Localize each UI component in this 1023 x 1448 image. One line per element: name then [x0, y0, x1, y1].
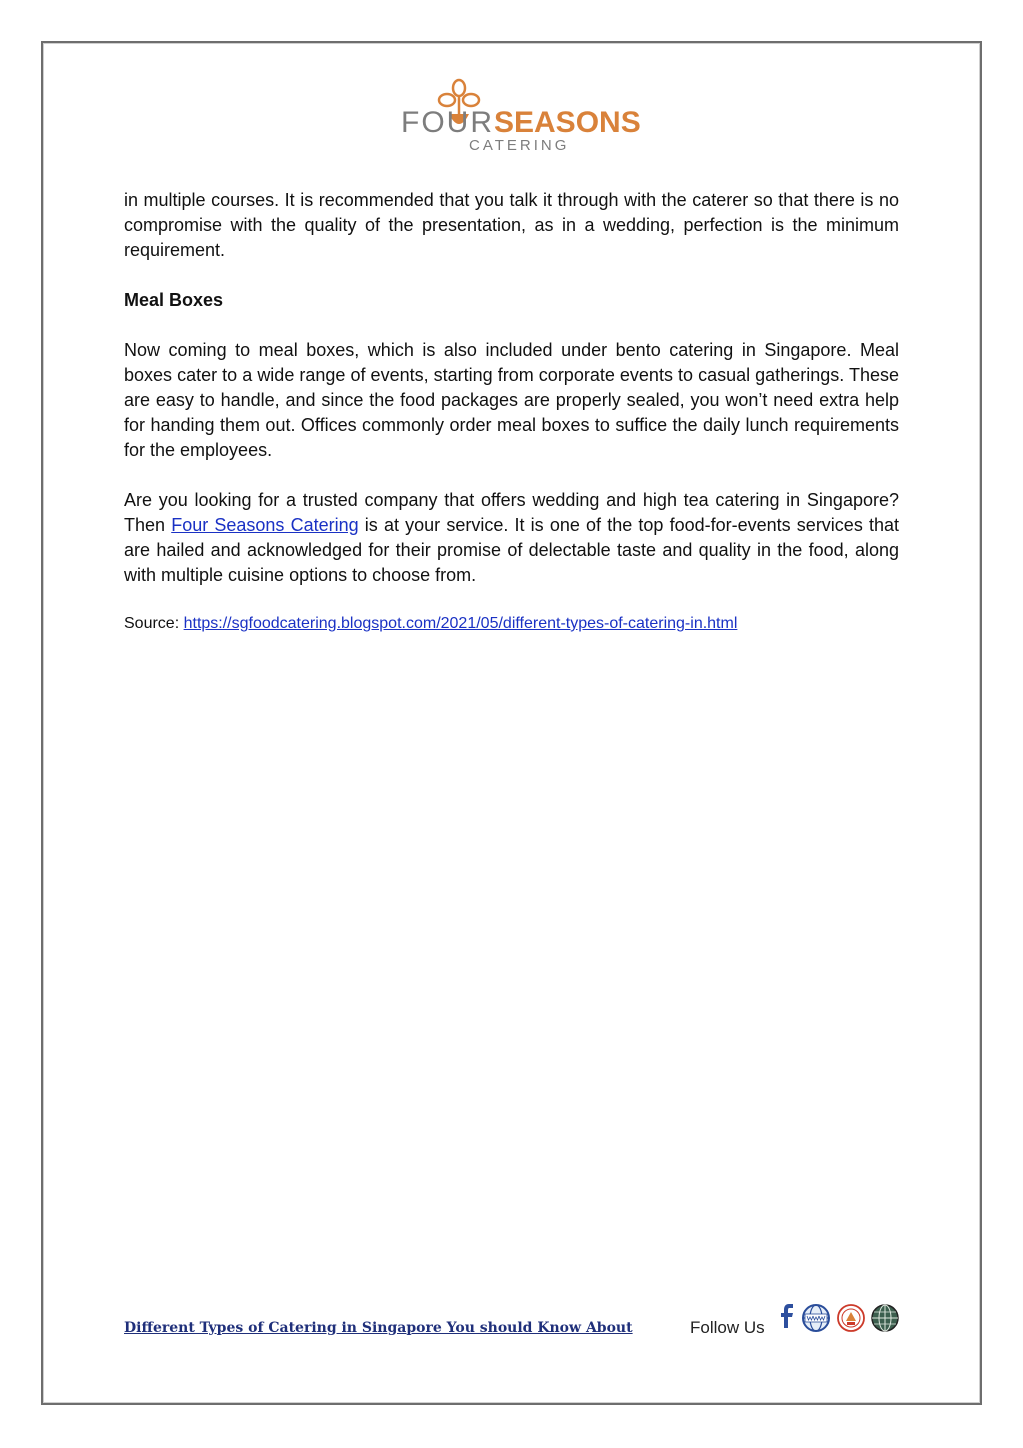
logo-word-seasons: SEASONS — [494, 106, 641, 139]
source-label: Source: — [124, 615, 184, 632]
logo-wordmark — [401, 106, 641, 140]
blogger-icon[interactable] — [836, 1303, 866, 1333]
www-icon[interactable] — [801, 1303, 831, 1333]
promo-text-before: Are you looking for a trusted company that offers wedding and high tea catering in Singapore? Then — [124, 490, 899, 535]
footer-document-title: Different Types of Catering in Singapore You should Know About — [124, 1320, 633, 1336]
source-line — [124, 613, 899, 635]
four-seasons-catering-link[interactable]: Four Seasons Catering — [171, 515, 359, 535]
source-link[interactable]: https://sgfoodcatering.blogspot.com/2021/05/different-types-of-catering-in.html — [183, 615, 738, 632]
globe-icon[interactable] — [870, 1303, 900, 1333]
paragraph-promo — [124, 488, 899, 588]
facebook-icon[interactable] — [778, 1303, 796, 1329]
logo-word-four: FOUR — [401, 106, 494, 139]
document-body — [124, 188, 899, 635]
section-heading-meal-boxes: Meal Boxes — [124, 290, 224, 310]
promo-text-after: is at your service. It is one of the top food-for-events services that are hailed and acknowledged for their promise of delectable taste and quality in the food, along with multiple cuisine options to choose from. — [124, 515, 900, 585]
logo-subtitle: CATERING — [469, 137, 570, 154]
four-seasons-logo — [389, 78, 641, 162]
paragraph-presentation: in multiple courses. It is recommended that you talk it through with the caterer so that there is no compromise with the quality of the presentation, as in a wedding, perfection is the minimum requirement. — [124, 190, 899, 260]
paragraph-meal-boxes: Now coming to meal boxes, which is also included under bento catering in Singapore. Meal boxes cater to a wide range of events, starting from corporate events to casual gatherings. These are easy to handle, and since the food packages are properly sealed, you won’t need extra help for handing them out. Offices commonly order meal boxes to suffice the daily lunch requirements for the employees. — [124, 340, 899, 460]
follow-us-label: Follow Us — [690, 1318, 765, 1337]
